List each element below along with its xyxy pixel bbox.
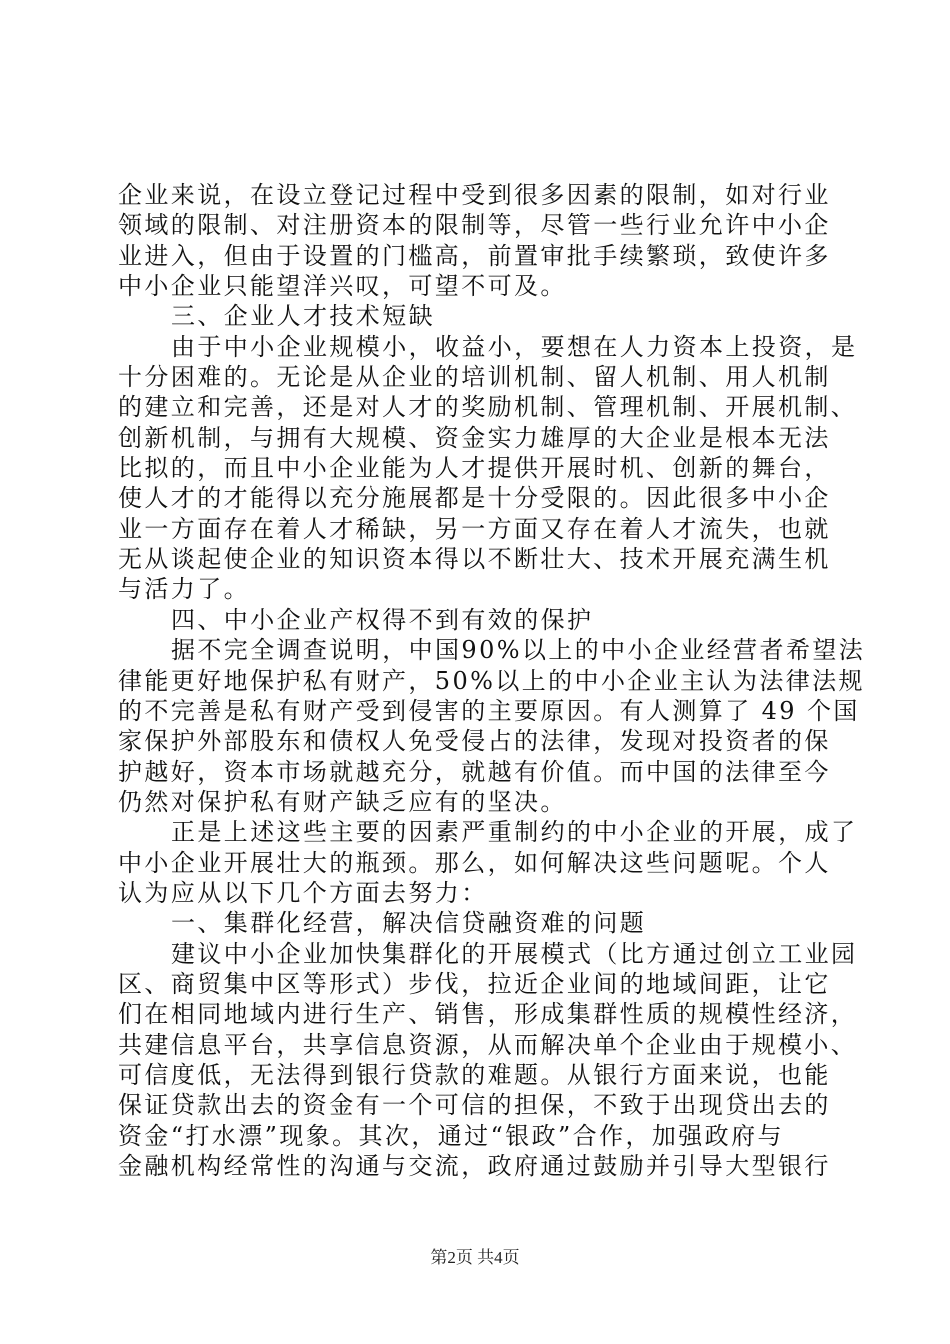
text-line: 仍然对保护私有财产缺乏应有的坚决。 bbox=[118, 787, 567, 816]
text-line: 领域的限制、对注册资本的限制等，尽管一些行业允许中小企 bbox=[118, 211, 831, 240]
text-line: 的不完善是私有财产受到侵害的主要原因。有人测算了 49 个国 bbox=[118, 696, 860, 725]
text-line: 金融机构经常性的沟通与交流，政府通过鼓励并引导大型银行 bbox=[118, 1152, 831, 1180]
text-line: 资金“打水漂”现象。其次，通过“银政”合作，加强政府与 bbox=[118, 1121, 784, 1150]
text-line: 业进入，但由于设置的门槛高，前置审批手续繁琐，致使许多 bbox=[118, 241, 831, 270]
text-line: 们在相同地域内进行生产、销售，形成集群性质的规模性经济， bbox=[118, 1000, 858, 1029]
text-line: 与活力了。 bbox=[118, 575, 250, 604]
text-line: 创新机制，与拥有大规模、资金实力雄厚的大企业是根本无法 bbox=[118, 423, 831, 452]
text-line: 企业来说，在设立登记过程中受到很多因素的限制，如对行业 bbox=[118, 181, 831, 209]
text-line: 建议中小企业加快集群化的开展模式（比方通过创立工业园 bbox=[171, 939, 858, 968]
heading-text: 三、企业人才技术短缺 bbox=[171, 302, 435, 331]
text-line: 共建信息平台，共享信息资源，从而解决单个企业由于规模小、 bbox=[118, 1030, 858, 1059]
section-heading bbox=[118, 908, 858, 938]
section-heading bbox=[118, 605, 858, 635]
text-line: 十分困难的。无论是从企业的培训机制、留人机制、用人机制 bbox=[118, 363, 831, 392]
page-footer: 第2页 共4页 bbox=[430, 1248, 520, 1267]
heading-text: 四、中小企业产权得不到有效的保护 bbox=[171, 605, 594, 634]
text-line: 律能更好地保护私有财产，50%以上的中小企业主认为法律法规 bbox=[118, 666, 865, 695]
text-line: 据不完全调查说明，中国90%以上的中小企业经营者希望法 bbox=[171, 636, 866, 665]
text-line: 无从谈起使企业的知识资本得以不断壮大、技术开展充满生机 bbox=[118, 545, 831, 574]
text-line: 比拟的，而且中小企业能为人才提供开展时机、创新的舞台， bbox=[118, 454, 831, 483]
document-body bbox=[118, 180, 866, 1181]
text-line: 的建立和完善，还是对人才的奖励机制、管理机制、开展机制、 bbox=[118, 393, 858, 422]
text-line: 由于中小企业规模小，收益小，要想在人力资本上投资，是 bbox=[171, 332, 858, 361]
paragraph bbox=[118, 332, 858, 605]
section-heading bbox=[118, 301, 858, 331]
text-line: 保证贷款出去的资金有一个可信的担保，不致于出现贷出去的 bbox=[118, 1091, 831, 1120]
text-line: 护越好，资本市场就越充分，就越有价值。而中国的法律至今 bbox=[118, 757, 831, 786]
paragraph bbox=[118, 635, 866, 817]
paragraph bbox=[118, 817, 858, 908]
text-line: 区、商贸集中区等形式）步伐，拉近企业间的地域间距，让它 bbox=[118, 969, 831, 998]
text-line: 正是上述这些主要的因素严重制约的中小企业的开展，成了 bbox=[171, 818, 858, 847]
text-line: 认为应从以下几个方面去努力： bbox=[118, 878, 488, 907]
text-line: 家保护外部股东和债权人免受侵占的法律，发现对投资者的保 bbox=[118, 727, 831, 756]
text-line: 使人才的才能得以充分施展都是十分受限的。因此很多中小企 bbox=[118, 484, 831, 513]
heading-text: 一、集群化经营，解决信贷融资难的问题 bbox=[171, 909, 647, 938]
text-line: 中小企业开展壮大的瓶颈。那么，如何解决这些问题呢。个人 bbox=[118, 848, 831, 877]
paragraph bbox=[118, 180, 858, 301]
paragraph bbox=[118, 939, 858, 1182]
text-line: 中小企业只能望洋兴叹，可望不可及。 bbox=[118, 272, 567, 301]
text-line: 业一方面存在着人才稀缺，另一方面又存在着人才流失，也就 bbox=[118, 514, 831, 543]
text-line: 可信度低，无法得到银行贷款的难题。从银行方面来说，也能 bbox=[118, 1060, 831, 1089]
